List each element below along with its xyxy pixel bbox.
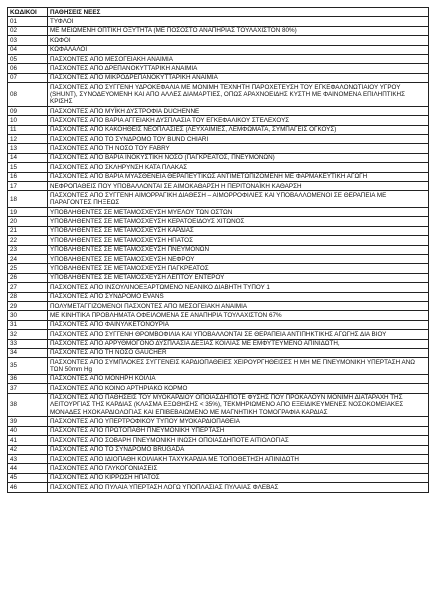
- table-row: [8, 283, 429, 292]
- row-code: 24: [8, 254, 48, 263]
- row-code: 45: [8, 473, 48, 482]
- table-row: [8, 226, 429, 235]
- row-condition: ΚΩΦΑΛΑΛΟΙ: [48, 45, 429, 54]
- row-condition: ΠΑΣΧΟΝΤΕΣ ΑΠΟ ΠΡΩΤΟΠΑΘΗ ΠΝΕΥΜΟΝΙΚΗ ΥΠΕΡΤΑΣΗ: [48, 426, 429, 435]
- row-code: 02: [8, 26, 48, 35]
- row-code: 40: [8, 426, 48, 435]
- table-row: [8, 301, 429, 310]
- table-row: [8, 153, 429, 162]
- row-condition: ΥΠΟΒΛΗΘΕΝΤΕΣ ΣΕ ΜΕΤΑΜΟΣΧΕΥΣΗ ΚΑΡΔΙΑΣ: [48, 226, 429, 235]
- row-code: 22: [8, 236, 48, 245]
- table-row: [8, 116, 429, 125]
- table-row: [8, 483, 429, 492]
- row-code: 42: [8, 445, 48, 454]
- row-condition: ΤΥΦΛΟΙ: [48, 17, 429, 26]
- table-row: [8, 311, 429, 320]
- table-row: [8, 245, 429, 254]
- column-header-codes: ΚΩΔΙΚΟΙ: [8, 8, 48, 17]
- table-row: [8, 292, 429, 301]
- row-code: 31: [8, 320, 48, 329]
- table-row: [8, 455, 429, 464]
- row-code: 41: [8, 436, 48, 445]
- row-code: 17: [8, 182, 48, 191]
- table-row: [8, 436, 429, 445]
- table-row: [8, 163, 429, 172]
- row-condition: ΠΑΣΧΟΝΤΕΣ ΑΠΟ ΜΟΝΗΡΗ ΚΟΙΛΙΑ: [48, 374, 429, 383]
- table-row: [8, 384, 429, 393]
- row-condition: ΠΑΣΧΟΝΤΕΣ ΑΠΟ ΠΥΛΑΙΑ ΥΠΕΡΤΑΣΗ ΛΟΓΩ ΥΠΟΠΛΑΣΙΑΣ ΠΥΛΑΙΑΣ ΦΛΕΒΑΣ: [48, 483, 429, 492]
- table-row: [8, 26, 429, 35]
- table-header-row: [8, 8, 429, 17]
- row-condition: ΠΑΣΧΟΝΤΕΣ ΑΠΟ ΜΙΚΡΟΔΡΕΠΑΝΟΚΥΤΤΑΡΙΚΗ ΑΝΑΙΜΙΑ: [48, 73, 429, 82]
- row-condition: ΠΑΣΧΟΝΤΕΣ ΑΠΟ ΣΥΓΓΕΝΗ ΑΙΜΟΡΡΑΓΙΚΗ ΔΙΑΘΕΣΗ – ΑΙΜΟΡΡΟΦΙΛΙΕΣ ΚΑΙ ΥΠΟΒΑΛΛΟΜΕΝΟΙ ΣΕ ΘΕΡΑΠΕΙΑ ΜΕ ΠΑΡΑΓΟΝΤΕΣ ΠΗΞΕΩΣ: [48, 191, 429, 208]
- row-condition: ΠΑΣΧΟΝΤΕΣ ΑΠΟ ΣΟΒΑΡΗ ΠΝΕΥΜΟΝΙΚΗ ΙΝΩΣΗ ΟΠΟΙΑΣΔΗΠΟΤΕ ΑΙΤΙΟΛΟΓΙΑΣ: [48, 436, 429, 445]
- table-row: [8, 135, 429, 144]
- row-condition: ΠΑΣΧΟΝΤΕΣ ΑΠΟ ΓΛΥΚΟΓΟΝΙΑΣΕΙΣ: [48, 464, 429, 473]
- row-code: 23: [8, 245, 48, 254]
- table-row: [8, 426, 429, 435]
- table-row: [8, 182, 429, 191]
- table-row: [8, 445, 429, 454]
- row-code: 16: [8, 172, 48, 181]
- row-condition: ΜΕ ΜΕΙΩΜΕΝΗ ΟΠΤΙΚΗ ΟΞΥΤΗΤΑ (ΜΕ ΠΟΣΟΣΤΟ ΑΝΑΠΗΡΙΑΣ ΤΟΥΛΑΧΙΣΤΟΝ 80%): [48, 26, 429, 35]
- row-code: 26: [8, 273, 48, 282]
- row-condition: ΠΑΣΧΟΝΤΕΣ ΑΠΟ ΚΙΡΡΩΣΗ ΗΠΑΤΟΣ: [48, 473, 429, 482]
- table-row: [8, 374, 429, 383]
- row-code: 36: [8, 374, 48, 383]
- row-condition: ΠΑΣΧΟΝΤΕΣ ΑΠΟ ΔΡΕΠΑΝΟΚΥΤΤΑΡΙΚΗ ΑΝΑΙΜΙΑ: [48, 64, 429, 73]
- table-row: [8, 273, 429, 282]
- row-condition: ΠΑΣΧΟΝΤΕΣ ΑΠΟ ΣΥΝΔΡΟΜΟ EVANS: [48, 292, 429, 301]
- table-row: [8, 125, 429, 134]
- row-code: 10: [8, 116, 48, 125]
- table-row: [8, 417, 429, 426]
- row-condition: ΠΑΣΧΟΝΤΕΣ ΑΠΟ ΣΥΜΠΛΟΚΕΣ ΣΥΓΓΕΝΕΙΣ ΚΑΡΔΙΟΠΑΘΕΙΕΣ ΧΕΙΡΟΥΡΓΗΘΕΙΣΕΣ Η ΜΗ ΜΕ ΠΝΕΥΜΟΝΙΚΗ ΥΠΕΡΤΑΣΗ ΑΝΩ ΤΩΝ 50mm Hg: [48, 358, 429, 375]
- row-condition: ΠΑΣΧΟΝΤΕΣ ΑΠΟ ΤΟ ΣΥΝΔΡΟΜΟ BRUGADA: [48, 445, 429, 454]
- row-code: 04: [8, 45, 48, 54]
- table-row: [8, 36, 429, 45]
- table-row: [8, 83, 429, 107]
- row-condition: ΠΑΣΧΟΝΤΕΣ ΑΠΟ ΤΗ ΝΟΣΟ ΤΟΥ FABRY: [48, 144, 429, 153]
- row-code: 20: [8, 217, 48, 226]
- table-row: [8, 191, 429, 208]
- table-row: [8, 217, 429, 226]
- table-row: [8, 264, 429, 273]
- row-condition: ΠΑΣΧΟΝΤΕΣ ΑΠΟ ΒΑΡΙΑ ΑΓΓΕΙΑΚΗ ΔΥΣΠΛΑΣΙΑ ΤΟΥ ΕΓΚΕΦΑΛΙΚΟΥ ΣΤΕΛΕΧΟΥΣ: [48, 116, 429, 125]
- table-body: [8, 17, 429, 492]
- row-condition: ΠΑΣΧΟΝΤΕΣ ΑΠΟ ΣΥΓΓΕΝΗ ΘΡΟΜΒΟΦΙΛΙΑ ΚΑΙ ΥΠΟΒΑΛΛΟΝΤΑΙ ΣΕ ΘΕΡΑΠΕΙΑ ΑΝΤΙΠΗΚΤΙΚΗΣ ΑΓΩΓΗΣ ΔΙΑ ΒΙΟΥ: [48, 330, 429, 339]
- table-row: [8, 64, 429, 73]
- table-row: [8, 172, 429, 181]
- table-row: [8, 464, 429, 473]
- row-condition: ΠΑΣΧΟΝΤΕΣ ΑΠΟ ΠΑΘΗΣΕΙΣ ΤΟΥ ΜΥΟΚΑΡΔΙΟΥ ΟΠΟΙΑΣΔΗΠΟΤΕ ΦΥΣΗΣ ΠΟΥ ΠΡΟΚΑΛΟΥΝ ΜΟΝΙΜΗ ΔΙΑΤΑΡΑΧΗ ΤΗΣ ΛΕΙΤΟΥΡΓΙΑΣ ΤΗΣ ΚΑΡΔΙΑΣ (ΚΛΑΣΜΑ ΕΞΩΘΗΣΗΣ < 35%), ΤΕΚΜΗΡΙΩΜΕΝΟ ΑΠΟ ΕΞΕΙΔΙΚΕΥΜΕΝΕΣ ΝΟΣΟΚΟΜΕΙΑΚΕΣ ΜΟΝΑΔΕΣ ΗΧΟΚΑΡΔΙΟΛΟΓΙΑΣ ΚΑΙ ΕΠΙΒΕΒΑΙΩΜΕΝΟ ΜΕ ΜΑΓΝΗΤΙΚΗ ΤΟΜΟΓΡΑΦΙΑ ΚΑΡΔΙΑΣ: [48, 393, 429, 417]
- table-row: [8, 17, 429, 26]
- row-code: 08: [8, 83, 48, 107]
- table-row: [8, 208, 429, 217]
- conditions-table: [7, 7, 429, 493]
- row-condition: ΠΑΣΧΟΝΤΕΣ ΑΠΟ ΜΥΪΚΗ ΔΥΣΤΡΟΦΙΑ DUCHENNE: [48, 106, 429, 115]
- row-code: 38: [8, 393, 48, 417]
- row-code: 18: [8, 191, 48, 208]
- row-code: 27: [8, 283, 48, 292]
- row-condition: ΠΑΣΧΟΝΤΕΣ ΑΠΟ ΣΥΓΓΕΝΗ ΥΔΡΟΚΕΦΑΛΙΑ ΜΕ ΜΟΝΙΜΗ ΤΕΧΝΗΤΗ ΠΑΡΟΧΕΤΕΥΣΗ ΤΟΥ ΕΓΚΕΦΑΛΟΝΩΤΙΑΙΟΥ ΥΓΡΟΥ (SHUNT), ΣΥΝΟΔΕΥΟΜΕΝΗ ΚΑΙ ΑΠΟ ΑΛΛΕΣ ΔΙΑΜΑΡΤΙΕΣ, ΟΠΩΣ ΑΡΑΧΝΟΕΙΔΗΣ ΚΥΣΤΗ ΜΕ ΦΑΙΝΟΜΕΝΑ ΕΠΙΛΗΠΤΙΚΗΣ ΚΡΙΣΗΣ: [48, 83, 429, 107]
- row-code: 39: [8, 417, 48, 426]
- row-condition: ΠΑΣΧΟΝΤΕΣ ΑΠΟ ΙΝΣΟΥΛΙΝΟΕΞΑΡΤΩΜΕΝΟ ΝΕΑΝΙΚΟ ΔΙΑΒΗΤΗ ΤΥΠΟΥ 1: [48, 283, 429, 292]
- table-row: [8, 473, 429, 482]
- row-condition: ΝΕΦΡΟΠΑΘΕΙΣ ΠΟΥ ΥΠΟΒΑΛΛΟΝΤΑΙ ΣΕ ΑΙΜΟΚΑΘΑΡΣΗ Η ΠΕΡΙΤΟΝΑΪΚΗ ΚΑΘΑΡΣΗ: [48, 182, 429, 191]
- row-code: 19: [8, 208, 48, 217]
- row-condition: ΠΑΣΧΟΝΤΕΣ ΑΠΟ ΙΔΙΟΠΑΘΗ ΚΟΙΛΙΑΚΗ ΤΑΧΥΚΑΡΔΙΑ ΜΕ ΤΟΠΟΘΕΤΗΣΗ ΑΠΙΝΙΔΩΤΗ: [48, 455, 429, 464]
- row-code: 09: [8, 106, 48, 115]
- row-condition: ΥΠΟΒΛΗΘΕΝΤΕΣ ΣΕ ΜΕΤΑΜΟΣΧΕΥΣΗ ΗΠΑΤΟΣ: [48, 236, 429, 245]
- row-condition: ΥΠΟΒΛΗΘΕΝΤΕΣ ΣΕ ΜΕΤΑΜΟΣΧΕΥΣΗ ΠΑΓΚΡΕΑΤΟΣ: [48, 264, 429, 273]
- row-code: 29: [8, 301, 48, 310]
- row-code: 07: [8, 73, 48, 82]
- row-code: 01: [8, 17, 48, 26]
- row-code: 06: [8, 64, 48, 73]
- row-code: 30: [8, 311, 48, 320]
- row-condition: ΥΠΟΒΛΗΘΕΝΤΕΣ ΣΕ ΜΕΤΑΜΟΣΧΕΥΣΗ ΠΝΕΥΜΟΝΩΝ: [48, 245, 429, 254]
- row-condition: ΜΕ ΚΙΝΗΤΙΚΑ ΠΡΟΒΛΗΜΑΤΑ ΟΦΕΙΛΟΜΕΝΑ ΣΕ ΑΝΑΠΗΡΙΑ ΤΟΥΛΑΧΙΣΤΟΝ 67%: [48, 311, 429, 320]
- row-condition: ΥΠΟΒΛΗΘΕΝΤΕΣ ΣΕ ΜΕΤΑΜΟΣΧΕΥΣΗ ΚΕΡΑΤΟΕΙΔΟΥΣ ΧΙΤΩΝΟΣ: [48, 217, 429, 226]
- row-code: 25: [8, 264, 48, 273]
- row-condition: ΠΑΣΧΟΝΤΕΣ ΑΠΟ ΤΟ ΣΥΝΔΡΟΜΟ ΤΟΥ BUND CHIARI: [48, 135, 429, 144]
- row-condition: ΠΑΣΧΟΝΤΕΣ ΑΠΟ ΥΠΕΡΤΡΟΦΙΚΟΥ ΤΥΠΟΥ ΜΥΟΚΑΡΔΙΟΠΑΘΕΙΑ: [48, 417, 429, 426]
- row-code: 12: [8, 135, 48, 144]
- row-condition: ΚΩΦΟΙ: [48, 36, 429, 45]
- row-code: 33: [8, 339, 48, 348]
- row-condition: ΠΑΣΧΟΝΤΕΣ ΑΠΟ ΑΡΡΥΘΜΟΓΟΝΟ ΔΥΣΠΛΑΣΙΑ ΔΕΞΙΑΣ ΚΟΙΛΙΑΣ ΜΕ ΕΜΦΥΤΕΥΜΕΝΟ ΑΠΙΝΙΔΩΤΗ,: [48, 339, 429, 348]
- row-code: 05: [8, 54, 48, 63]
- row-code: 21: [8, 226, 48, 235]
- row-code: 03: [8, 36, 48, 45]
- row-condition: ΠΑΣΧΟΝΤΕΣ ΑΠΟ ΦΑΙΝΥΛΚΕΤΟΝΟΥΡΙΑ: [48, 320, 429, 329]
- row-condition: ΠΑΣΧΟΝΤΕΣ ΑΠΟ ΚΟΙΝΟ ΑΡΤΗΡΙΑΚΟ ΚΟΡΜΟ: [48, 384, 429, 393]
- table-row: [8, 144, 429, 153]
- row-code: 15: [8, 163, 48, 172]
- row-condition: ΠΑΣΧΟΝΤΕΣ ΑΠΟ ΒΑΡΙΑ ΙΝΟΚΥΣΤΙΚΗ ΝΟΣΟ (ΠΑΓΚΡΕΑΤΟΣ, ΠΝΕΥΜΟΝΩΝ): [48, 153, 429, 162]
- row-condition: ΠΑΣΧΟΝΤΕΣ ΑΠΟ ΣΚΛΗΡΥΝΣΗ ΚΑΤΑ ΠΛΑΚΑΣ: [48, 163, 429, 172]
- row-code: 14: [8, 153, 48, 162]
- table-row: [8, 330, 429, 339]
- table-row: [8, 45, 429, 54]
- row-condition: ΥΠΟΒΛΗΘΕΝΤΕΣ ΣΕ ΜΕΤΑΜΟΣΧΕΥΣΗ ΝΕΦΡΟΥ: [48, 254, 429, 263]
- document-page: [7, 7, 428, 493]
- row-code: 37: [8, 384, 48, 393]
- table-row: [8, 320, 429, 329]
- table-row: [8, 236, 429, 245]
- row-code: 32: [8, 330, 48, 339]
- table-row: [8, 358, 429, 375]
- row-code: 46: [8, 483, 48, 492]
- row-code: 11: [8, 125, 48, 134]
- row-condition: ΠΑΣΧΟΝΤΕΣ ΑΠΟ ΜΕΣΟΓΕΙΑΚΗ ΑΝΑΙΜΙΑ: [48, 54, 429, 63]
- table-row: [8, 106, 429, 115]
- row-condition: ΥΠΟΒΛΗΘΕΝΤΕΣ ΣΕ ΜΕΤΑΜΟΣΧΕΥΣΗ ΜΥΕΛΟΥ ΤΩΝ ΟΣΤΩΝ: [48, 208, 429, 217]
- row-condition: ΠΑΣΧΟΝΤΕΣ ΑΠΟ ΒΑΡΙΑ ΜΥΑΣΘΕΝΕΙΑ ΘΕΡΑΠΕΥΤΙΚΩΣ ΑΝΤΙΜΕΤΩΠΙΖΟΜΕΝΗ ΜΕ ΦΑΡΜΑΚΕΥΤΙΚΗ ΑΓΩΓΗ: [48, 172, 429, 181]
- table-row: [8, 348, 429, 357]
- row-code: 44: [8, 464, 48, 473]
- row-condition: ΠΟΛΥΜΕΤΑΓΓΙΖΟΜΕΝΟΙ ΠΑΣΧΟΝΤΕΣ ΑΠΟ ΜΕΣΟΓΕΙΑΚΗ ΑΝΑΙΜΙΑ: [48, 301, 429, 310]
- table-row: [8, 54, 429, 63]
- table-row: [8, 254, 429, 263]
- row-condition: ΥΠΟΒΛΗΘΕΝΤΕΣ ΣΕ ΜΕΤΑΜΟΣΧΕΥΣΗ ΛΕΠΤΟΥ ΕΝΤΕΡΟΥ: [48, 273, 429, 282]
- row-code: 35: [8, 358, 48, 375]
- row-code: 28: [8, 292, 48, 301]
- table-row: [8, 339, 429, 348]
- row-code: 34: [8, 348, 48, 357]
- row-code: 13: [8, 144, 48, 153]
- column-header-conditions: ΠΑΘΗΣΕΙΣ ΝΕΕΣ: [48, 8, 429, 17]
- row-condition: ΠΑΣΧΟΝΤΕΣ ΑΠΟ ΚΑΚΟΗΘΕΙΣ ΝΕΟΠΛΑΣΙΕΣ (ΛΕΥΧΑΙΜΙΕΣ, ΛΕΜΦΩΜΑΤΑ, ΣΥΜΠΑΓΕΙΣ ΟΓΚΟΥΣ): [48, 125, 429, 134]
- table-row: [8, 73, 429, 82]
- table-row: [8, 393, 429, 417]
- row-condition: ΠΑΣΧΟΝΤΕΣ ΑΠΟ ΤΗ ΝΟΣΟ GAUCHER: [48, 348, 429, 357]
- row-code: 43: [8, 455, 48, 464]
